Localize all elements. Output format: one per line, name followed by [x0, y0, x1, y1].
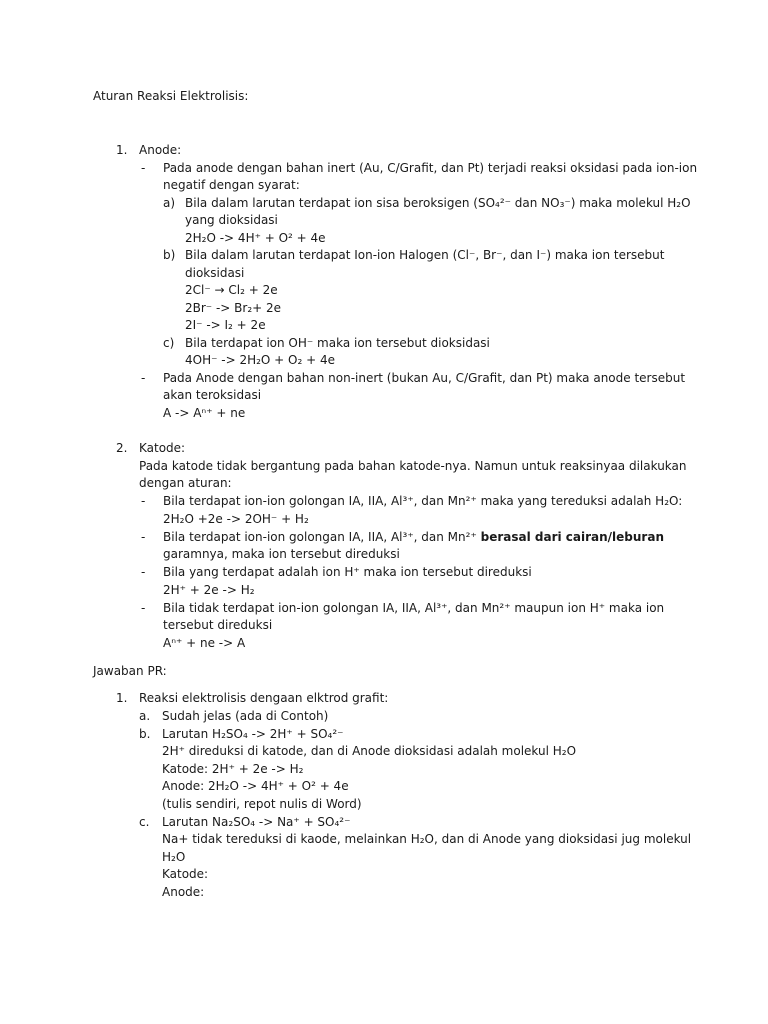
katode-dash-3: -: [141, 565, 146, 579]
katode-dash-2: -: [141, 530, 146, 544]
katode-dash-4: -: [141, 601, 146, 615]
katode-rule2-text: Bila terdapat ion-ion golongan IA, IIA, Al³⁺, dan Mn²⁺: [163, 530, 481, 544]
rule-a-line2: yang dioksidasi: [185, 213, 278, 227]
katode-dash-1: -: [141, 494, 146, 508]
katode-intro-line2: dengan aturan:: [139, 476, 232, 490]
katode-rule2-bold-text: berasal dari cairan/leburan: [480, 530, 664, 544]
katode-rule2-line1: [163, 529, 664, 546]
answer-c-line4: Katode:: [162, 867, 209, 881]
anode-dash-noninert: -: [141, 371, 146, 385]
answer-b-line4: Anode: 2H₂O -> 4H⁺ + O² + 4e: [162, 779, 349, 793]
rule-b-equation-br: 2Br⁻ -> Br₂+ 2e: [185, 301, 282, 315]
rule-b-line2: dioksidasi: [185, 266, 245, 280]
rule-c-label: c): [163, 336, 175, 350]
answer-c-line5: Anode:: [162, 885, 205, 899]
answer-c-label: c.: [139, 815, 150, 829]
katode-rule4-equation: Aⁿ⁺ + ne -> A: [163, 636, 246, 650]
rule-b-equation-i: 2I⁻ -> I₂ + 2e: [185, 318, 266, 332]
jawaban-heading: Jawaban PR:: [93, 664, 167, 678]
katode-number: 2.: [116, 441, 128, 455]
rule-a-equation: 2H₂O -> 4H⁺ + O² + 4e: [185, 231, 326, 245]
katode-rule1-equation: 2H₂O +2e -> 2OH⁻ + H₂: [163, 512, 309, 526]
answer-a-label: a.: [139, 709, 151, 723]
katode-rule4-line2: tersebut direduksi: [163, 618, 273, 632]
katode-rule3-line1: Bila yang terdapat adalah ion H⁺ maka ion tersebut direduksi: [163, 565, 532, 579]
rule-b-equation-cl: 2Cl⁻ → Cl₂ + 2e: [185, 283, 278, 297]
anode-dash-inert: -: [141, 161, 146, 175]
rule-a-label: a): [163, 196, 176, 210]
rule-c-equation: 4OH⁻ -> 2H₂O + O₂ + 4e: [185, 353, 336, 367]
answer-c-line3: H₂O: [162, 850, 186, 864]
anode-inert-text-line2: negatif dengan syarat:: [163, 178, 300, 192]
katode-heading: Katode:: [139, 441, 186, 455]
answer-b-line2: 2H⁺ direduksi di katode, dan di Anode dioksidasi adalah molekul H₂O: [162, 744, 577, 758]
answer-a-text: Sudah jelas (ada di Contoh): [162, 709, 329, 723]
answer-c-line2: Na+ tidak tereduksi di kaode, melainkan H₂O, dan di Anode yang dioksidasi jug molekul: [162, 832, 692, 846]
anode-noninert-equation: A -> Aⁿ⁺ + ne: [163, 406, 246, 420]
anode-number: 1.: [116, 143, 128, 157]
document-title: Aturan Reaksi Elektrolisis:: [93, 89, 249, 103]
katode-intro-line1: Pada katode tidak bergantung pada bahan katode-nya. Namun untuk reaksinyaa dilakukan: [139, 459, 687, 473]
katode-rule2-line2: garamnya, maka ion tersebut direduksi: [163, 547, 400, 561]
rule-a-line1: Bila dalam larutan terdapat ion sisa beroksigen (SO₄²⁻ dan NO₃⁻) maka molekul H₂O: [185, 196, 691, 210]
katode-rule3-equation: 2H⁺ + 2e -> H₂: [163, 583, 255, 597]
answer-b-line3: Katode: 2H⁺ + 2e -> H₂: [162, 762, 304, 776]
anode-inert-text-line1: Pada anode dengan bahan inert (Au, C/Grafit, dan Pt) terjadi reaksi oksidasi pada ion-ion: [163, 161, 698, 175]
anode-noninert-line1: Pada Anode dengan bahan non-inert (bukan Au, C/Grafit, dan Pt) maka anode tersebut: [163, 371, 686, 385]
answer-c-line1: Larutan Na₂SO₄ -> Na⁺ + SO₄²⁻: [162, 815, 351, 829]
katode-rule1-line1: Bila terdapat ion-ion golongan IA, IIA, Al³⁺, dan Mn²⁺ maka yang tereduksi adalah H₂O:: [163, 494, 683, 508]
katode-rule4-line1: Bila tidak terdapat ion-ion golongan IA, IIA, Al³⁺, dan Mn²⁺ maupun ion H⁺ maka ion: [163, 601, 665, 615]
answer-b-line1: Larutan H₂SO₄ -> 2H⁺ + SO₄²⁻: [162, 727, 344, 741]
anode-heading: Anode:: [139, 143, 182, 157]
rule-b-label: b): [163, 248, 176, 262]
answer-b-line5: (tulis sendiri, repot nulis di Word): [162, 797, 362, 811]
anode-noninert-line2: akan teroksidasi: [163, 388, 262, 402]
jawaban-question: Reaksi elektrolisis dengaan elktrod grafit:: [139, 691, 389, 705]
jawaban-number: 1.: [116, 691, 128, 705]
answer-b-label: b.: [139, 727, 151, 741]
rule-c-line1: Bila terdapat ion OH⁻ maka ion tersebut dioksidasi: [185, 336, 490, 350]
rule-b-line1: Bila dalam larutan terdapat Ion-ion Halogen (Cl⁻, Br⁻, dan I⁻) maka ion tersebut: [185, 248, 665, 262]
